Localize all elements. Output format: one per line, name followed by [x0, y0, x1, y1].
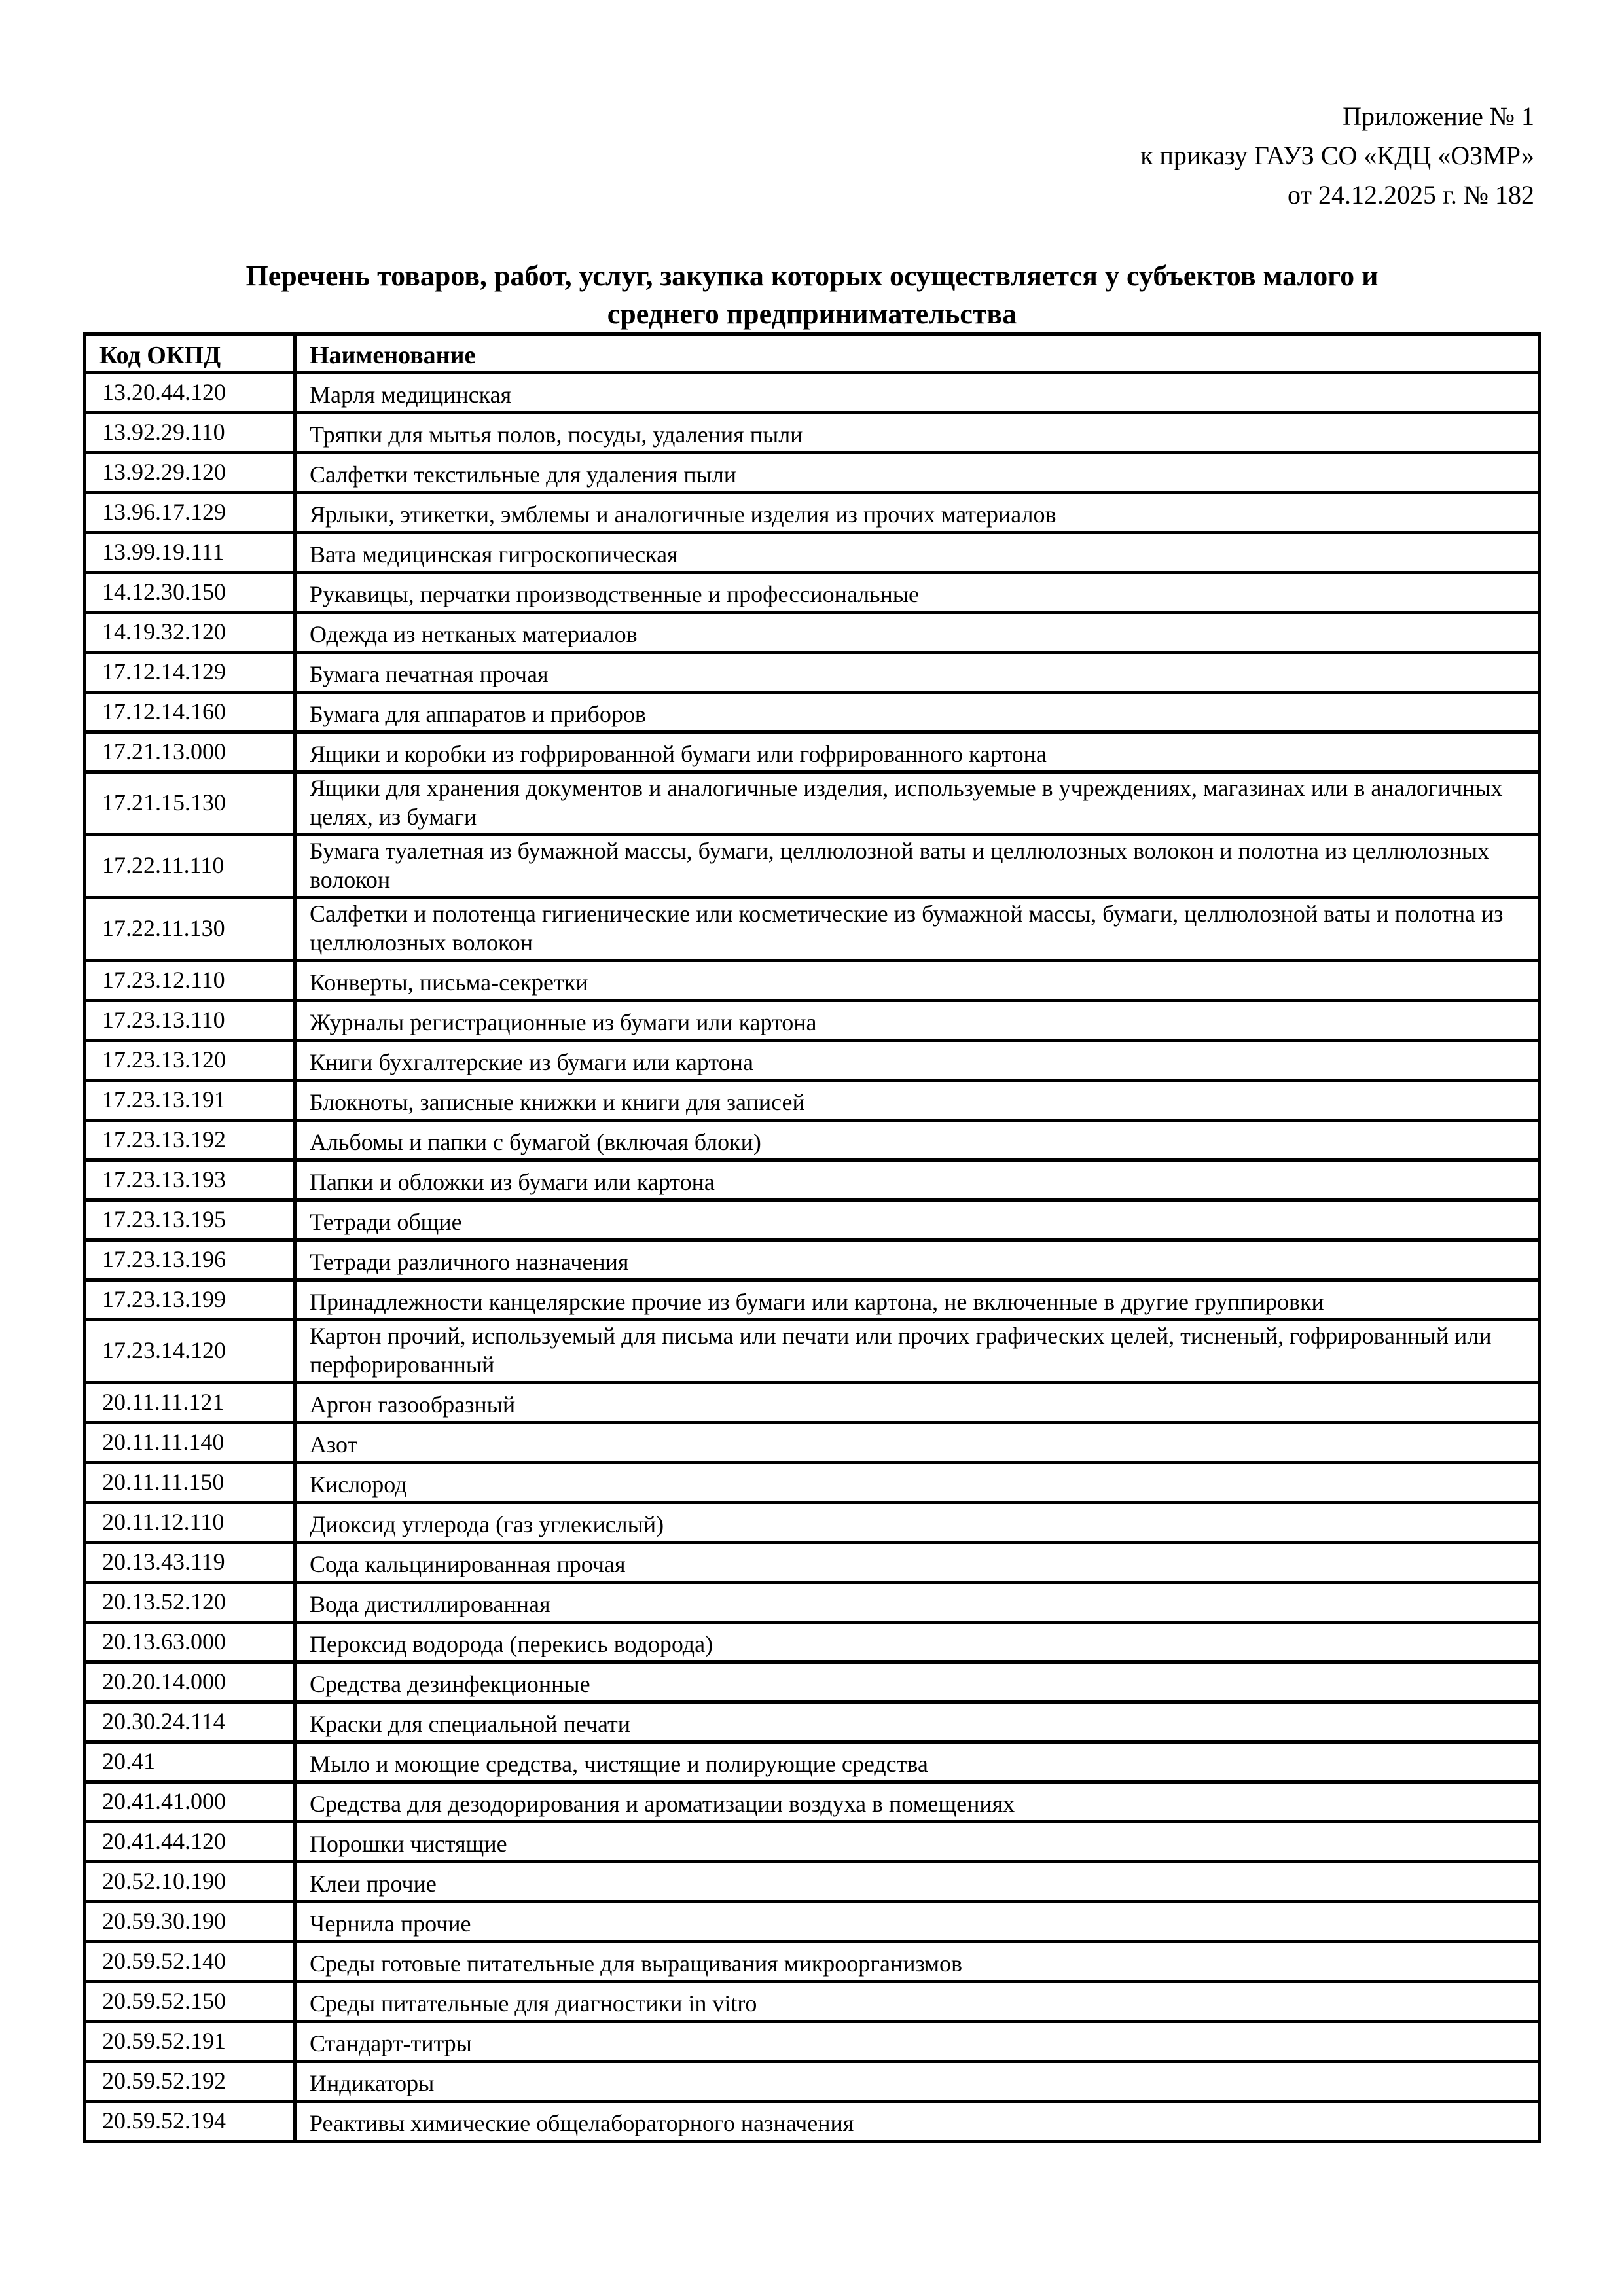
table-row [85, 1742, 1540, 1782]
table-row [85, 1160, 1540, 1200]
table-row [85, 1543, 1540, 1583]
table-row [85, 1463, 1540, 1503]
okpd-code-cell: 17.21.13.000 [85, 732, 295, 772]
item-name-cell: Бумага для аппаратов и приборов [295, 692, 1540, 732]
column-header-code: Код ОКПД [85, 334, 295, 373]
table-row [85, 835, 1540, 898]
item-name-cell: Блокноты, записные книжки и книги для записей [295, 1081, 1540, 1121]
okpd-code-cell: 17.23.13.196 [85, 1240, 295, 1280]
item-name-cell: Бумага печатная прочая [295, 653, 1540, 692]
table-row [85, 2022, 1540, 2062]
order-date-number: от 24.12.2025 г. № 182 [1287, 180, 1534, 209]
item-name-cell: Азот [295, 1423, 1540, 1463]
item-name-cell: Индикаторы [295, 2062, 1540, 2102]
appendix-number: Приложение № 1 [1343, 101, 1534, 131]
table-row [85, 732, 1540, 772]
okpd-code-cell: 20.41.41.000 [85, 1782, 295, 1822]
column-header-name: Наименование [295, 334, 1540, 373]
appendix-header [1140, 97, 1534, 215]
table-row [85, 1001, 1540, 1041]
item-name-cell: Чернила прочие [295, 1902, 1540, 1942]
okpd-code-cell: 20.59.52.150 [85, 1982, 295, 2022]
okpd-code-cell: 20.13.63.000 [85, 1623, 295, 1662]
okpd-code-cell: 17.12.14.129 [85, 653, 295, 692]
item-name-cell: Принадлежности канцелярские прочие из бумаги или картона, не включенные в другие группировки [295, 1280, 1540, 1320]
okpd-code-cell: 20.11.11.140 [85, 1423, 295, 1463]
item-name-cell: Одежда из нетканых материалов [295, 613, 1540, 653]
item-name-cell: Тетради различного назначения [295, 1240, 1540, 1280]
item-name-cell: Марля медицинская [295, 373, 1540, 413]
okpd-code-cell: 20.20.14.000 [85, 1662, 295, 1702]
okpd-code-cell: 17.22.11.110 [85, 835, 295, 898]
item-name-cell: Краски для специальной печати [295, 1702, 1540, 1742]
table-row [85, 493, 1540, 533]
okpd-code-cell: 17.23.13.120 [85, 1041, 295, 1081]
okpd-code-cell: 20.59.52.194 [85, 2102, 295, 2142]
okpd-code-cell: 20.11.11.150 [85, 1463, 295, 1503]
table-row [85, 1662, 1540, 1702]
okpd-code-cell: 20.59.52.140 [85, 1942, 295, 1982]
item-name-cell: Тряпки для мытья полов, посуды, удаления пыли [295, 413, 1540, 453]
table-row [85, 1862, 1540, 1902]
document-title [83, 257, 1541, 333]
table-row [85, 1822, 1540, 1862]
okpd-code-cell: 17.23.13.110 [85, 1001, 295, 1041]
table-row [85, 2102, 1540, 2142]
table-row [85, 1503, 1540, 1543]
item-name-cell: Мыло и моющие средства, чистящие и полирующие средства [295, 1742, 1540, 1782]
table-row [85, 1320, 1540, 1383]
okpd-code-cell: 17.23.13.193 [85, 1160, 295, 1200]
item-name-cell: Салфетки текстильные для удаления пыли [295, 453, 1540, 493]
item-name-cell: Среды готовые питательные для выращивания микроорганизмов [295, 1942, 1540, 1982]
okpd-code-cell: 17.23.14.120 [85, 1320, 295, 1383]
okpd-code-cell: 20.11.11.121 [85, 1383, 295, 1423]
okpd-code-cell: 13.99.19.111 [85, 533, 295, 573]
okpd-code-cell: 20.59.52.191 [85, 2022, 295, 2062]
item-name-cell: Порошки чистящие [295, 1822, 1540, 1862]
okpd-code-cell: 13.92.29.110 [85, 413, 295, 453]
okpd-code-cell: 17.23.13.195 [85, 1200, 295, 1240]
table-row [85, 1583, 1540, 1623]
table-row [85, 1623, 1540, 1662]
item-name-cell: Салфетки и полотенца гигиенические или косметические из бумажной массы, бумаги, целлюлозной ваты и полотна из целлюлозных волокон [295, 898, 1540, 961]
item-name-cell: Рукавицы, перчатки производственные и профессиональные [295, 573, 1540, 613]
okpd-code-cell: 20.11.12.110 [85, 1503, 295, 1543]
table-row [85, 692, 1540, 732]
item-name-cell: Стандарт-титры [295, 2022, 1540, 2062]
okpd-code-cell: 20.59.52.192 [85, 2062, 295, 2102]
table-row [85, 453, 1540, 493]
okpd-code-cell: 13.92.29.120 [85, 453, 295, 493]
table-row [85, 961, 1540, 1001]
item-name-cell: Вата медицинская гигроскопическая [295, 533, 1540, 573]
table-row [85, 413, 1540, 453]
okpd-code-cell: 20.13.43.119 [85, 1543, 295, 1583]
table-row [85, 1702, 1540, 1742]
table-row [85, 898, 1540, 961]
table-row [85, 1982, 1540, 2022]
okpd-code-cell: 17.23.13.192 [85, 1121, 295, 1160]
okpd-code-cell: 20.41.44.120 [85, 1822, 295, 1862]
table-row [85, 1121, 1540, 1160]
table-row [85, 1383, 1540, 1423]
okpd-code-cell: 17.23.12.110 [85, 961, 295, 1001]
table-row [85, 1423, 1540, 1463]
item-name-cell: Ящики и коробки из гофрированной бумаги или гофрированного картона [295, 732, 1540, 772]
goods-table [83, 332, 1541, 2143]
table-row [85, 772, 1540, 835]
okpd-code-cell: 13.20.44.120 [85, 373, 295, 413]
item-name-cell: Папки и обложки из бумаги или картона [295, 1160, 1540, 1200]
okpd-code-cell: 20.30.24.114 [85, 1702, 295, 1742]
table-row [85, 1942, 1540, 1982]
item-name-cell: Журналы регистрационные из бумаги или картона [295, 1001, 1540, 1041]
title-line-1: Перечень товаров, работ, услуг, закупка которых осуществляется у субъектов малого и [245, 260, 1379, 292]
okpd-code-cell: 17.12.14.160 [85, 692, 295, 732]
okpd-code-cell: 17.23.13.191 [85, 1081, 295, 1121]
item-name-cell: Ящики для хранения документов и аналогичные изделия, используемые в учреждениях, магазинах или в аналогичных целях, из бумаги [295, 772, 1540, 835]
okpd-code-cell: 20.41 [85, 1742, 295, 1782]
table-row [85, 1902, 1540, 1942]
item-name-cell: Бумага туалетная из бумажной массы, бумаги, целлюлозной ваты и целлюлозных волокон и полотна из целлюлозных волокон [295, 835, 1540, 898]
okpd-code-cell: 17.23.13.199 [85, 1280, 295, 1320]
okpd-code-cell: 20.13.52.120 [85, 1583, 295, 1623]
item-name-cell: Конверты, письма-секретки [295, 961, 1540, 1001]
title-line-2: среднего предпринимательства [607, 298, 1017, 330]
table-row [85, 653, 1540, 692]
item-name-cell: Альбомы и папки с бумагой (включая блоки) [295, 1121, 1540, 1160]
table-row [85, 573, 1540, 613]
item-name-cell: Пероксид водорода (перекись водорода) [295, 1623, 1540, 1662]
item-name-cell: Диоксид углерода (газ углекислый) [295, 1503, 1540, 1543]
item-name-cell: Кислород [295, 1463, 1540, 1503]
okpd-code-cell: 20.52.10.190 [85, 1862, 295, 1902]
item-name-cell: Тетради общие [295, 1200, 1540, 1240]
item-name-cell: Сода кальцинированная прочая [295, 1543, 1540, 1583]
table-row [85, 1240, 1540, 1280]
table-row [85, 613, 1540, 653]
item-name-cell: Ярлыки, этикетки, эмблемы и аналогичные изделия из прочих материалов [295, 493, 1540, 533]
table-header-row [85, 334, 1540, 373]
item-name-cell: Средства дезинфекционные [295, 1662, 1540, 1702]
okpd-code-cell: 14.19.32.120 [85, 613, 295, 653]
table-row [85, 2062, 1540, 2102]
item-name-cell: Реактивы химические общелабораторного назначения [295, 2102, 1540, 2142]
table-row [85, 1280, 1540, 1320]
okpd-code-cell: 20.59.30.190 [85, 1902, 295, 1942]
okpd-code-cell: 13.96.17.129 [85, 493, 295, 533]
okpd-code-cell: 17.22.11.130 [85, 898, 295, 961]
okpd-code-cell: 14.12.30.150 [85, 573, 295, 613]
item-name-cell: Вода дистиллированная [295, 1583, 1540, 1623]
okpd-code-cell: 17.21.15.130 [85, 772, 295, 835]
item-name-cell: Аргон газообразный [295, 1383, 1540, 1423]
item-name-cell: Средства для дезодорирования и ароматизации воздуха в помещениях [295, 1782, 1540, 1822]
item-name-cell: Клеи прочие [295, 1862, 1540, 1902]
item-name-cell: Среды питательные для диагностики in vitro [295, 1982, 1540, 2022]
table-row [85, 1200, 1540, 1240]
table-row [85, 373, 1540, 413]
item-name-cell: Книги бухгалтерские из бумаги или картона [295, 1041, 1540, 1081]
table-row [85, 533, 1540, 573]
table-row [85, 1081, 1540, 1121]
order-reference: к приказу ГАУЗ СО «КДЦ «ОЗМР» [1140, 141, 1534, 170]
table-row [85, 1782, 1540, 1822]
item-name-cell: Картон прочий, используемый для письма или печати или прочих графических целей, тисненый, гофрированный или перфорированный [295, 1320, 1540, 1383]
table-row [85, 1041, 1540, 1081]
